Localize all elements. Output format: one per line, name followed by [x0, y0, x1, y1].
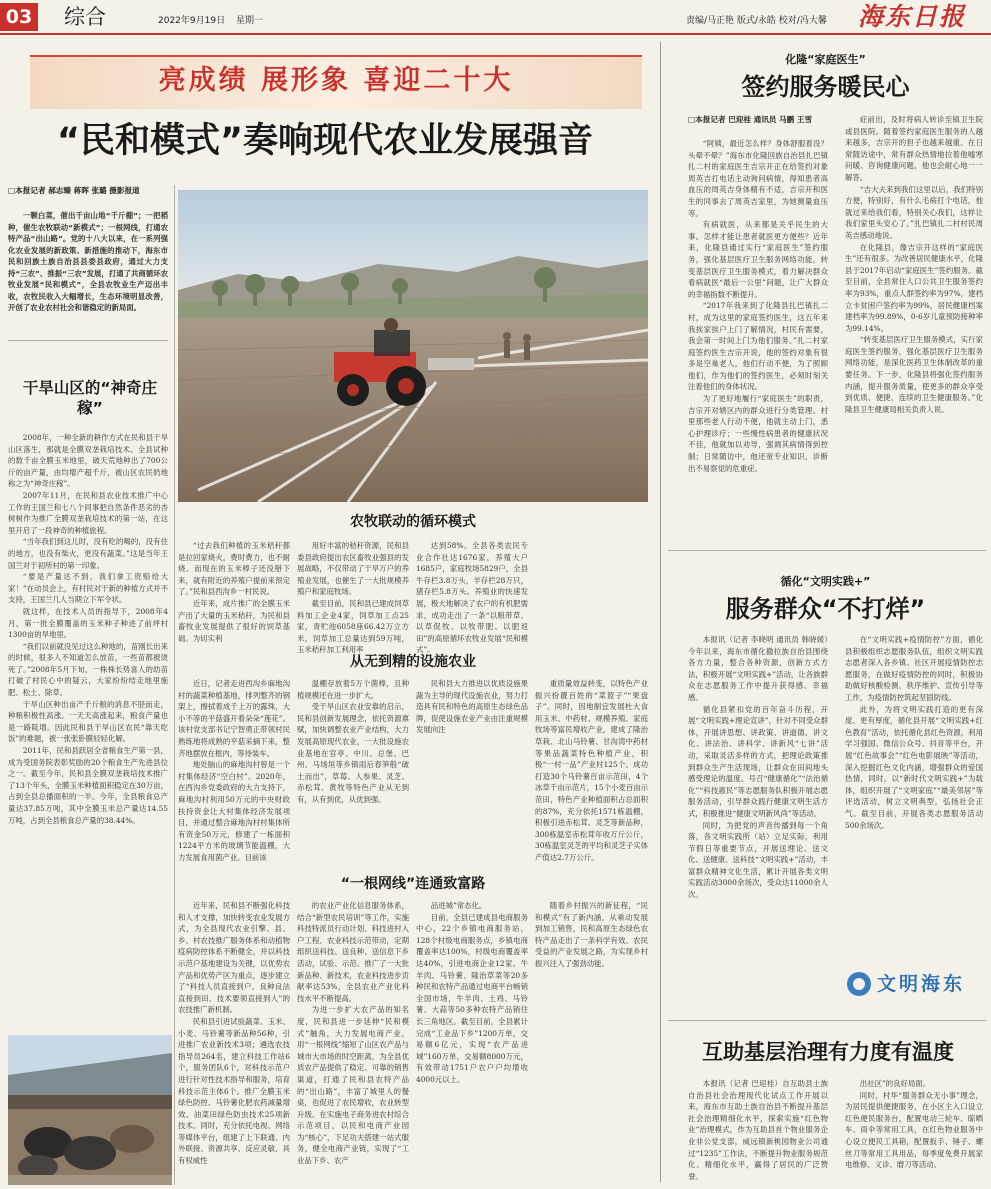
article2-headline: 服务群众“不打烊”	[725, 595, 926, 623]
block3-col2	[297, 900, 409, 1182]
article2-colB	[845, 634, 983, 959]
banner	[30, 55, 642, 109]
subheading-one-network-cable: “一根网线”连通致富路	[340, 876, 486, 892]
paragraph: 本报讯（记者 巴迎桂）自互助县土族自治县社会治理现代化试点工作开展以来，海东市互助土族自治县不断提升基层社会治理精细化水平，探索实施“红色物业”治理模式，作为互助县首个物业服务企业非公党支部，威远镇新桃园物业公司通过“1235”工作法，不断提升物业服务规范化、精细化水平，赢得了居民的广泛赞誉。	[688, 1079, 828, 1181]
article2-colA	[688, 634, 828, 1016]
paragraph: “当年我们到这儿时，没有吃的喝的，没有住的地方，也没有柴火，更没有蔬菜。”这是当年王国兰对于初所村的第一印象。	[8, 537, 168, 570]
paragraph: 温棚存放着5万个菌棒，且种植规模还在进一步扩大。	[297, 679, 409, 700]
logo-inner-icon	[853, 978, 865, 990]
tractor-field-illustration	[178, 190, 648, 502]
article2-kicker: 循化“文明实践+”	[780, 575, 871, 588]
paragraph: 截至目前，民和县已建成饲草料加工企业4家，饲草加工点25家，青贮池6058座66.42万立方米，饲草加工总量达到59万吨，玉米秸秆加工利用率	[297, 598, 409, 655]
paragraph: 近日，记者走进西沟乡麻地沟村的蔬菜种植基地，排列整齐的钢架上，擦拭着成千上万的露珠，大小不等的平菇盛开着朵朵“莲花”。该村党支部书记宁智勇正带领村民熟练地将成熟的平菇采摘下来，整齐地摆放在框内，等待装车。	[178, 679, 290, 758]
paragraph: “要是产量达不到，我们拿工资赔给大家！”在动员会上，有村民对干新的种植方式并不支持，王国兰几人当期立下军令状。	[8, 572, 168, 605]
paragraph: 症前出，及时将病人转诊至镇卫生院或县医院。随着签约家庭医生服务的人越来越多，吉宗开的担子也越来越重。在日常随访途中，常有群众热情地拉着他嘘寒问暖、咨询健康问题，他也会耐心地一一解答。	[845, 115, 983, 182]
subheading-circular-model: 农牧联动的循环模式	[350, 514, 476, 530]
civilization-haidong-logo	[845, 962, 991, 1006]
section-name: 综合	[64, 5, 106, 29]
masthead-rule	[0, 33, 991, 35]
block2-col2	[297, 678, 409, 848]
lead-divider	[8, 340, 168, 341]
article1-colB	[845, 114, 983, 538]
article1-colA	[688, 138, 828, 538]
block2-col1	[178, 678, 290, 862]
block3-col3	[416, 900, 528, 1182]
paragraph: 品进城”常态化。	[430, 901, 487, 910]
paragraph: 用好丰富的秸秆资源，民和县委县政府提出农区畜牧业强县的发展战略，不仅带动了干旱万户的养殖业发展，也催生了一大批规模养殖户和家庭牧场。	[297, 541, 409, 597]
banner-slogan: 亮成绩 展形象 喜迎二十大	[158, 65, 514, 96]
farm-field-photo	[178, 190, 648, 502]
paragraph: 循化县紧扣党的百年奋斗历程，开展“文明实践+理论宣讲”，针对不同受众群体，开展讲思想、讲政策、讲道德、讲文化、讲法治、讲科学、讲新风“七讲”活动，采取灵活多样的方式，把理论政策推到群众生产生活现场，让群众在田间地头感受理论的温度。号召“健康循化”“法治循化”“科技惠民”等志愿服务队积极开展志愿服务活动，引导群众践行健康文明生活方式，积极推进“健康文明新风尚”等活动。	[688, 704, 828, 818]
masthead-weekday: 星期一	[236, 16, 264, 26]
paragraph: 重质量效益转变，以特色产业振兴扮靓百姓的“菜篮子”“果盘子”。同时，因地制宜发展杜大食用玉米、中药材、规模养殖、家庭牧场等富民增收产业，建成了隆治草栽、北山马铃薯、甘沟湾中药材等果品蔬菜特色种植产业，积极“一村一品”产业村125个。成功打造30个马铃薯百亩示范田，4个冰草千亩示范片，15个小麦百亩示范田，特色产业种植面积占总面积的87%，充分依托1571栋温棚，积极引进赤松茸、灵芝等新品种，300栋温室赤松茸年收万斤公斤，30栋温室灵芝的平均和灵芝子实体产值达2.7万公斤。	[535, 679, 648, 862]
main-headline: “民和模式”奏响现代农业发展强音	[56, 121, 593, 161]
paragraph: 为进一步扩大农产品的知名度，民和县进一步延伸“民和模式”触角，大力发展电商产业，用“一根网线”缩短了山区农产品与城市大市场的时空距离，为全县优质农产品提供了稳定、可靠的销售渠道，打通了民和县农特产品的“出山路”，丰富了城里人的餐桌，也促进了农民增收，农业转型升级。在实施电子商务进农村综合示范项目，以民和电商产业园为“核心”，下足功夫搭建一站式服务，健全电商产业链，实现了“工业品下乡、农产	[297, 1005, 409, 1166]
col-divider	[174, 185, 175, 1185]
paragraph: 在化隆县，像吉宗开这样的“家庭医生”还有很多。为改善居民健康水平，化隆县于2017年启动“家庭医生”签约服务。截至目前，全县常住人口公共卫生服务签约率为93%，重点人群签约率为97%，建档立卡贫困户签约率为99%，居民健康档案建档率为99.89%，0-6岁儿童预防接种率为99.14%。	[845, 242, 983, 333]
page-number: 03	[0, 3, 38, 31]
paragraph: “转变基层医疗卫生服务模式，实行家庭医生签约服务，强化基层医疗卫生服务网络功能，是深化医药卫生体制改革的重要任务。下一步，化隆县将强化签约服务内涵，提升服务质量，使更多的群众享受到优质、便捷、连续的卫生健康服务。”化隆县卫生健康局相关负责人说。	[845, 335, 983, 414]
block1-col1	[178, 540, 290, 646]
col1-body	[8, 432, 168, 1102]
page-column-divider	[660, 42, 661, 1182]
paragraph: 地处脑山的麻地沟村曾是一个村集体经济“空白村”。2020年，在西沟乡党委政府的大力支持下，麻地沟村利用50万元的中央财政扶持资金让大村集体经济发展项目，并通过整合麻地沟村村集体所有资金50万元，修建了一栋面积1224平方米的玻璃节能温棚，大力发展食用菌产业。目前该	[178, 760, 290, 862]
paragraph: 随着乡村振兴的新征程，“民和模式”有了新内涵，从乘动发展到加工销售，民和高原生态绿色农特产品走出了一条科学有效、农民受益的产业发展之路，为实现乡村振兴注入了强劲动能。	[535, 901, 648, 968]
paragraph: 达到58%。全县各类农民专业合作社达1676家，养殖大户1685户，家庭牧场5829户，全县牛存栏3.8万头，羊存栏28万只，猪存栏5.8万头。养殖业的快速发展，极大地解决了农户的有机肥需求，成功走出了一条“以粮带草、以草促牧、以牧带肥、以肥返田”的高原循环农牧业发展“民和模式”。	[416, 541, 528, 655]
paragraph: 受干旱山区农业安靠的启示，民和县创新发展理念，依托资源禀赋，加快调整农业产业结构，大力发展高原现代农业，一大批设施农业基地在官亭、中川、总堡、巴州、马场垣等乡镇雨后春笋般“破土而出”，草莓、人参果、灵芝、赤松茸、黄牧等特色产业从无到有，从有到优，从优到强。	[297, 702, 409, 804]
paragraph: 民和县大力推进以优质设施果蔬为主导的现代设施农业，努力打造具有民和特色的高原生态绿色品牌，促使设施农业产业由注重规模发展向注	[416, 679, 528, 735]
paragraph: 近年来，成片推广的全膜玉米产出了大量的玉米秸秆，为民和县畜牧业发展提供了很好的饲草基础。为切实利	[178, 598, 290, 643]
paragraph: 为了更好地履行“家庭医生”的职责，吉宗开对辖区内的群众进行分类管理。村里那些老人行动不便，他就主动上门，悉心护理诊疗；一些慢性病患者的健康状况不佳，他就加以劝导，强调其病情得到控制；日常随访中，他还宽专业知识，诊断出不易察觉的危重症。	[688, 394, 828, 473]
paragraph: “吉大夫来到我们这里以后，我们特别方便，特别好，有什么毛病打个电话，他就过来给我们看，特别关心我们，这样让我们家里头安心了。”扎巴镇扎二村村民周英吉感动地说。	[845, 184, 983, 240]
article1-headline: 签约服务暖民心	[741, 73, 910, 101]
block2-col3	[416, 678, 528, 848]
paragraph: “过去我们种植的玉米秸秆都是拉回家烧火，费时费力，也不耐烧。而现在的玉米棒子还没掰下来，就有附近的养殖户提前来预定了。”民和县西沟乡一村民说。	[178, 541, 290, 597]
paragraph: 2007年11月，在民和县农业技术推广中心工作的王国兰和七八个同事把自然条件恶劣的杏树树作为推广全膜双垄栽培技术的第一站，在这里开启了一段神奇的种植旅程。	[8, 490, 168, 535]
block1-col2	[297, 540, 409, 655]
cattle-barn-illustration	[8, 1035, 172, 1185]
article-divider	[668, 550, 986, 551]
article3-headline: 互助基层治理有力度有温度	[702, 1040, 954, 1064]
paragraph: 2011年，民和县跃居全省粮食生产第一县，成为受国务院表彰奖励的20个粮食生产先进县位之一。截至今年，民和县全膜双垄栽培技术推广了13个年头，全膜玉米种植面积稳定在30万亩，占到全县总播面积的一半。今年，全县粮食总产量达37.85万吨，其中全膜玉米总产量达14.55万吨，占到全县粮食总产量的38.44%。	[8, 746, 168, 825]
block1-col4	[535, 540, 648, 646]
paragraph: 就这样，在技术人员的指导下，2008年4月，第一批全膜覆盖的玉米种子种进了前坪村1300亩的旱地里。	[8, 606, 168, 640]
paragraph: 本报讯（记者 李晓明 通讯员 韩晓媛）今年以来，海东市循化撒拉族自治县围绕各方力量，整合各种资源，创新方式方法，积极开展“文明实践+”活动，让各族群众在志愿服务工作中提升获得感、幸福感。	[688, 635, 828, 702]
paragraph: 的农业产业化信息服务体系，结合“新型农民培训”等工作，实施科技特派员行动计划、科技进村入户工程、农业科技示范带动，定期组织送科技、送良种、送信息下乡活动，试验、示范、推广了一大批新品种、新技术，农业科技进步贡献率达53%，全县农业产业化科技水平不断提高。	[297, 901, 409, 1003]
paragraph: “阿姨，最近怎么样？身体舒服着没？头晕不晕？”海东市化隆回族自治县扎巴镇扎二村的家庭医生吉宗开正在给签约对象周英吉打电话主动询问病情，得知患者高血压的周英吉身体精有不适，吉宗开和医生的同事去了周英吉家里，为她测量血压等。	[688, 139, 828, 218]
main-byline: □本报记者 郝志臻 蒋晖 张璐 摄影报道	[8, 186, 140, 195]
paragraph: 民和县引进试验蔬菜、玉米、小麦、马铃薯等新品种56种，引进推广农业新技术3项；遴选农技指导员264名，建立科技工作站6个，服务团队6个，对科技示范户进行针对性技术指导和服务，培育科技示范主体6个。推广全膜玉米绿色防控、马铃薯化肥农药减量增效、油菜田绿色防虫技术25项新技术。同时，充分依托电视、网络等媒体平台，组建了上下联通、内外联接、资源共享、反应灵敏、具有权威性	[178, 1016, 290, 1166]
paragraph: 2008年，一种全新的耕作方式在民和县干旱山区落生，那就是全膜双垄栽培技术。全县试种的数千亩全膜玉米地里，破天荒地种出了700公斤的亩产量，由均增产超千斤，被山区农民奶地称之为“神奇庄稼”。	[8, 433, 168, 489]
masthead-date: 2022年9月19日	[158, 16, 226, 26]
subheading-facility-agriculture: 从无到精的设施农业	[350, 654, 476, 670]
paragraph: “我们以前就没见过这么种地的，苗刚长出来的时候，很多人不知道怎么放苗，一些苗都被烫死了。”2008年5月下旬，一株株长势喜人的幼苗打破了村民心中的疑云，大家纷纷结走地里施肥、松土、除草。	[8, 641, 168, 698]
masthead	[0, 0, 991, 36]
article1-kicker: 化隆“家庭医生”	[785, 53, 866, 66]
block3-col4	[535, 900, 648, 1182]
paragraph: “2017年我来到了化隆县扎巴镇扎二村，成为这里的家庭签约医生，这五年来我挨家挨户上门了解情况，村民有需要，我会第一时间上门为他们服务。”扎二村家庭签约医生吉宗开说，他的签约对象有很多是空巢老人，他们行动不便，为了照顾他们，作为他们的签约医生，必须时刻关注着他们的身体状况。	[688, 301, 828, 392]
block2-col4	[535, 678, 648, 862]
logo-text: 文明海东	[877, 973, 966, 995]
cattle-barn-photo	[8, 1035, 172, 1185]
paragraph: 此外，为将文明实践打造的更有深度、更有厚度，循化县开展“文明实践+红色教育”活动，依托循化县红色资源，利用学习强国、微信公众号、抖音等平台，开展“红色故事会”“红色电影展映”等活动，深入挖掘红色文化内涵，增强群众的爱国热情，同时，以“新时代文明实践+”为载体，组织开展了“文明家庭”“最美邻居”等评选活动，树立文明典型，弘扬社会正气。截至目前，开展各类志愿服务活动500余场次。	[845, 704, 983, 830]
main-lead	[8, 210, 168, 334]
paragraph: 干旱山区种出亩产千斤粮的消息不胫而走，种粮积极性高涨。一天天高涨起来，粮食产量也是一路陡增。因此民和县干旱山区农民“靠天吃饭”的难题，被一张张卧膜轻轻化解。	[8, 699, 168, 744]
block3-col1	[178, 900, 290, 1182]
article3-colB	[845, 1078, 983, 1184]
block1-col3	[416, 540, 528, 655]
masthead-editors: 责编/马正艳 版式/永皓 校对/冯大馨	[686, 16, 827, 26]
main-lead-text: 一颗白菜，催出千亩山地“千斤棚”；一把稻种，催生农牧联动“新模式”；一根网线，打通农特产品“出山路”。党的十八大以来，在一系列强化农业发展的新政策、新措施的推动下，海东市民和回族土族自治县县委县政府，通过大力支持“三农”、推振“三农”发展，打通了共商循环农牧业发展“民和模式”，全县农牧业生产迈出丰收，农牧民收入大幅增长，生态环境明显改善，开创了农业农村社会和谐稳定的新局面。	[8, 211, 168, 312]
article1-byline: □本报记者 巴迎桂 通讯员 马鹏 王雪	[688, 115, 813, 124]
paragraph: 目前，全县已建成县电商服务中心，22个乡镇电商服务站，128个村级电商服务点，乡镇电商覆盖率达100%，村级电商覆盖率达40%，引进电商企业12家。牛羊肉、马铃薯、隆治草菜等20多种民和农特产品通过电商平台畅销全国市场，牛羊肉、土鸡、马铃薯、大蒜等50多种农特产品销往长三角地区。截至目前，全县累计完成“工业品下乡”1200万单，交易额6亿元，实现“农产品进城”160万单，交易额8000万元，有效带动1751户农户户均增收4000元以上。	[416, 912, 528, 1084]
paper-name-logo: 海东日报	[858, 2, 967, 31]
paragraph: 在“文明实践+疫情防控”方面，循化县积极组织志愿服务队伍，组织文明实践志愿者深入各乡镇、社区开展疫情防控志愿服务，在做好疫情防控的同时，积极协助做好核酸检测、秩序维护、宣传引导等工作，为疫情防控筑起坚固防线。	[845, 635, 983, 702]
paragraph: 同时，为把党的声音传播到每一个角落，各文明实践所（站）立足实际，利用节假日等重要节点，开展送理论、送文化、送健康、送科技“文明实践+”活动，丰富群众精神文化生活，累计开展各类文明实践活动3000余场次，受众达11000余人次。	[688, 820, 828, 900]
paragraph: 有病就医，从来都是关乎民生的大事。怎样才能让患者就医更方便些？近年来，化隆县通过实行“家庭医生”签约服务，强化基层医疗卫生服务网络功能，转变基层医疗卫生服务模式，着力解决群众看病就医“最后一公里”问题，让广大群众的幸福指数不断提升。	[688, 220, 828, 299]
subheading-dry-mountain: 干旱山区的“神奇庄稼”	[22, 379, 158, 417]
paragraph: 出社区”的良好局面。	[859, 1079, 931, 1088]
paragraph: 同时，村华“服务群众无小事”理念，为居民提供便捷服务，在小区主入口设立红色便民服务台，配置电动三轮车、晾晒车、雨伞等常用工具，在红色物业服务中心设立便民工具箱，配置扳手、锤子、螺丝刀等常用工具用品，每季度免费开展家电维修、义诊、磨刀等活动。	[845, 1090, 983, 1170]
article-divider	[668, 1020, 986, 1021]
article3-colA	[688, 1078, 828, 1184]
paragraph: 近年来，民和县不断强化科技和人才支撑，加快转变农业发展方式，为全县现代农业引擎、县、乡、村农技推广服务体系和动植物疫病防控体系不断健全，并以科技示范户基地建设为关键，以优势农产品和优势产区为重点，逐步建立了“科技人员直接到户、良种良法直接到田、技术要领直接到人”的农技推广新机制。	[178, 901, 290, 1015]
